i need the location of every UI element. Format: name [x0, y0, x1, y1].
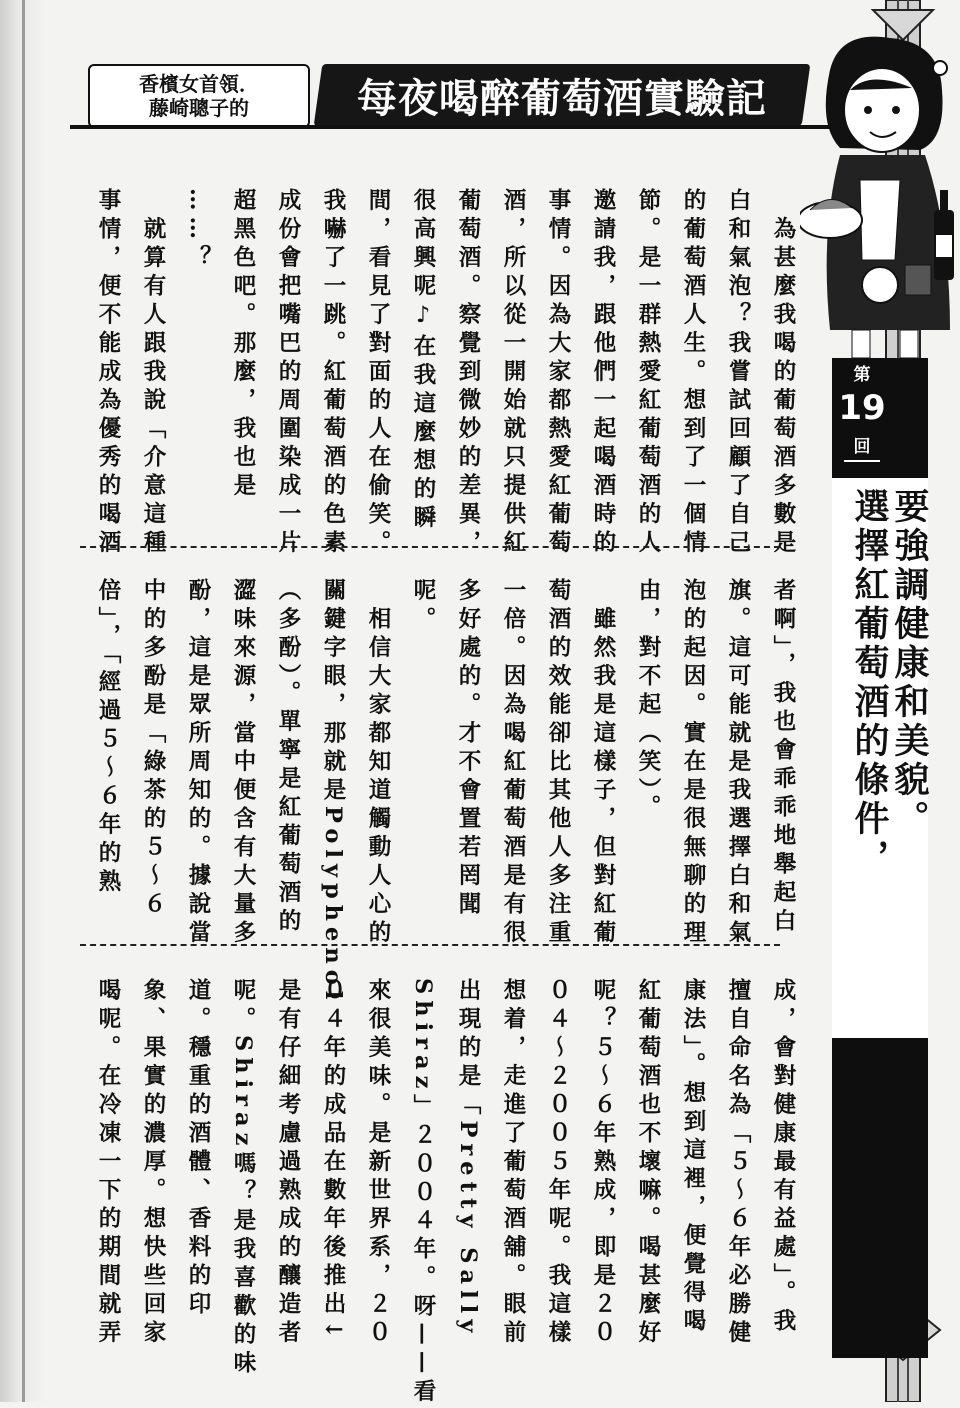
series-label-line1: 香檳女首領． [139, 72, 259, 96]
series-label-line2: 藤崎聰子的 [149, 96, 249, 120]
body-text-tier-2: 者啊」，我也會乖乖地舉起白 旗。這可能就是我選擇白和氣 泡的起因。實在是很無聊的理 由，對不起（笑）。 雖然我是這樣子，但對紅葡 萄酒的效能卻比其他人多注重 一倍。因為喝紅葡萄酒是有很 多好處的。才不會置若罔聞 呢。 相信大家都知道觸動人心的 關鍵字眼，那就是Polyphenol （多酚）。單寧是紅葡萄酒的 澀味來源，當中便含有大量多 酚，這是眾所周知的。據說當 中的多酚是「綠茶的５～６ 倍」，「經過５～６年的熟 [95, 578, 796, 1006]
episode-rule [844, 460, 880, 462]
tier-divider-2 [80, 944, 780, 946]
episode-suffix: 回 [853, 437, 871, 457]
subtitle-panel [832, 478, 928, 1038]
subtitle-line1: 選擇紅葡萄酒的條件， [849, 488, 889, 878]
book-spine-line [22, 0, 25, 1402]
subtitle-line2: 要強調健康和美貌。 [889, 488, 929, 839]
title-banner [314, 64, 811, 126]
episode-prefix: 第 [853, 365, 871, 385]
page-title: 每夜喝醉葡萄酒實驗記 [357, 75, 767, 122]
body-text-tier-1: 為甚麼我喝的葡萄酒多數是 白和氣泡？我嘗試回顧了自己 的葡萄酒人生。想到了一個情 節。是一群熱愛紅葡萄酒的人 邀請我，跟他們一起喝酒時的 事情。因為大家都熱愛紅葡萄 酒，所以從一開始就只提供紅 葡萄酒。察覺到微妙的差異， 很高興呢♪在我這麼想的瞬 間，看見了對面的人在偷笑。 我嚇了一跳。紅葡萄酒的色素 成份會把嘴巴的周圍染成一片 超黑色吧。那麼，我也是 ……？ 就算有人跟我說「介意這種 事情，便不能成為優秀的喝酒 [95, 188, 796, 559]
text-tier-3 [70, 978, 805, 1408]
character-illustration [800, 30, 960, 360]
body-text-tier-3: 成，會對健康最有益處」。我 擅自命名為「５～６年必勝健 康法」。想到這裡，便覺得喝 紅葡萄酒也不壞嘛。喝甚麼好 呢？５～６年熟成，即是２０ ０４～２００５年呢。我這樣 想着，走進了葡萄酒舖。眼前 出現的是「Pretty Sally Shiraz」２００４年。呀——看 來很美味。是新世界系，２０ ０４年的成品在數年後推出↓ 是有仔細考慮過熟成的釀造者 呢。Shiraz嗎？是我喜歡的味 道。穩重的酒體、香料的印 象、果實的濃厚。想快些回家 喝呢。在冷凍一下的期間就弄 [95, 978, 796, 1408]
series-label [88, 64, 310, 128]
header-rule [70, 125, 840, 129]
episode-box [832, 358, 928, 1358]
text-tier-1 [70, 188, 805, 559]
episode-number: 19 [838, 388, 886, 428]
tier-divider-1 [80, 546, 780, 548]
text-tier-2 [70, 578, 805, 1006]
